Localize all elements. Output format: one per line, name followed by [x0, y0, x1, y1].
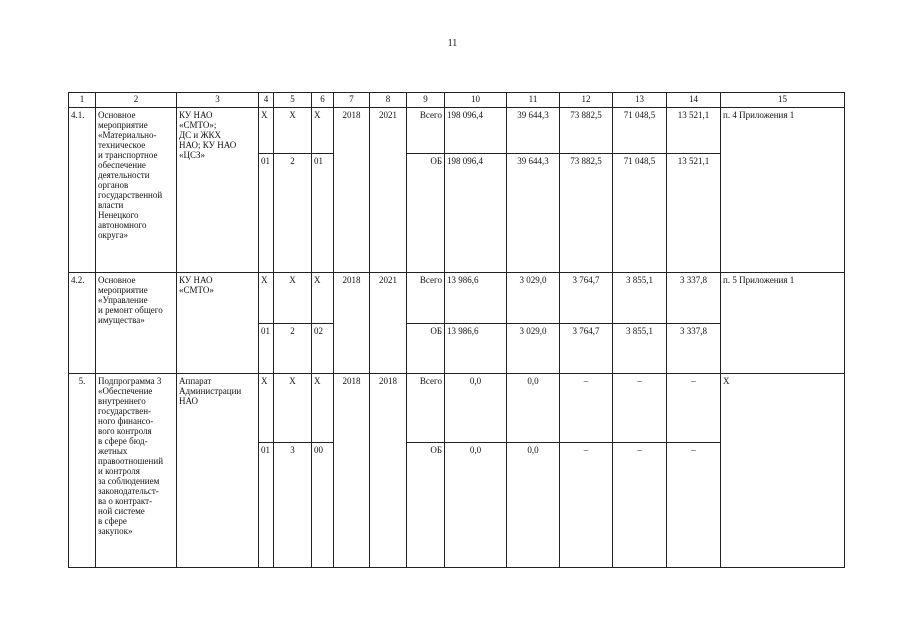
amount-year: 73 882,5 — [560, 154, 613, 273]
activity-name: Основное мероприятие «Материально- техническое и транспортное обеспечение деятельности органов государственной власти Ненецкого автономного округа» — [96, 108, 177, 273]
header-cell: 3 — [177, 93, 259, 108]
header-cell: 1 — [69, 93, 96, 108]
amount-year: 3 029,0 — [507, 324, 560, 374]
amount-year: 3 855,1 — [613, 324, 667, 374]
code-cell: Х — [312, 374, 334, 443]
header-row — [69, 93, 845, 108]
code-cell: Х — [312, 108, 334, 154]
program-table — [68, 92, 845, 568]
executor: КУ НАО «СМТО»; ДС и ЖКХ НАО; КУ НАО «ЦСЗ» — [177, 108, 259, 273]
code-cell: Х — [259, 273, 274, 324]
header-cell: 5 — [274, 93, 312, 108]
row-number: 5. — [69, 374, 96, 568]
code-cell: 00 — [312, 443, 334, 568]
header-cell: 2 — [96, 93, 177, 108]
code-cell: 01 — [259, 154, 274, 273]
header-cell: 14 — [667, 93, 721, 108]
header-cell: 6 — [312, 93, 334, 108]
end-year: 2021 — [370, 273, 407, 374]
amount-year: 13 521,1 — [667, 154, 721, 273]
row-number: 4.2. — [69, 273, 96, 374]
amount-year: 0,0 — [507, 443, 560, 568]
start-year: 2018 — [334, 273, 370, 374]
header-cell: 7 — [334, 93, 370, 108]
amount-total: 13 986,6 — [445, 273, 507, 324]
reference: п. 4 Приложения 1 — [721, 108, 845, 273]
amount-year: 3 764,7 — [560, 324, 613, 374]
amount-total: 13 986,6 — [445, 324, 507, 374]
amount-year: 71 048,5 — [613, 108, 667, 154]
amount-year: – — [613, 443, 667, 568]
executor: Аппарат Администрации НАО — [177, 374, 259, 568]
funding-source: Всего — [407, 273, 445, 324]
code-cell: 02 — [312, 324, 334, 374]
page-number: 11 — [447, 38, 458, 49]
code-cell: Х — [274, 374, 312, 443]
header-cell: 10 — [445, 93, 507, 108]
table-row — [69, 273, 845, 324]
header-cell: 11 — [507, 93, 560, 108]
amount-year: 73 882,5 — [560, 108, 613, 154]
reference: п. 5 Приложения 1 — [721, 273, 845, 374]
table-row — [69, 108, 845, 154]
amount-year: 3 337,8 — [667, 324, 721, 374]
reference: Х — [721, 374, 845, 568]
table-row — [69, 374, 845, 443]
amount-year: 3 855,1 — [613, 273, 667, 324]
funding-source: ОБ — [407, 443, 445, 568]
amount-total: 198 096,4 — [445, 108, 507, 154]
header-cell: 15 — [721, 93, 845, 108]
code-cell: 01 — [259, 443, 274, 568]
amount-year: 71 048,5 — [613, 154, 667, 273]
code-cell: Х — [274, 108, 312, 154]
amount-year: 3 029,0 — [507, 273, 560, 324]
amount-year: – — [667, 374, 721, 443]
amount-year: 3 337,8 — [667, 273, 721, 324]
row-number: 4.1. — [69, 108, 96, 273]
funding-source: Всего — [407, 374, 445, 443]
amount-year: 0,0 — [507, 374, 560, 443]
amount-year: 39 644,3 — [507, 154, 560, 273]
amount-year: 39 644,3 — [507, 108, 560, 154]
funding-source: Всего — [407, 108, 445, 154]
amount-year: – — [613, 374, 667, 443]
header-cell: 9 — [407, 93, 445, 108]
activity-name: Подпрограмма 3 «Обеспечение внутреннего государствен- ного финансо- вого контроля в сфере бюд- жетных правоотношений и контроля за соблюдением законодательст- ва о контракт- ной системе в сфере закупок» — [96, 374, 177, 568]
header-cell: 8 — [370, 93, 407, 108]
code-cell: Х — [312, 273, 334, 324]
header-cell: 13 — [613, 93, 667, 108]
code-cell: 01 — [259, 324, 274, 374]
amount-total: 198 096,4 — [445, 154, 507, 273]
code-cell: Х — [259, 108, 274, 154]
amount-year: 3 764,7 — [560, 273, 613, 324]
amount-year: – — [667, 443, 721, 568]
amount-year: – — [560, 374, 613, 443]
end-year: 2021 — [370, 108, 407, 273]
activity-name: Основное мероприятие «Управление и ремонт общего имущества» — [96, 273, 177, 374]
header-cell: 4 — [259, 93, 274, 108]
code-cell: 2 — [274, 324, 312, 374]
end-year: 2018 — [370, 374, 407, 568]
funding-source: ОБ — [407, 324, 445, 374]
code-cell: Х — [274, 273, 312, 324]
amount-total: 0,0 — [445, 443, 507, 568]
start-year: 2018 — [334, 374, 370, 568]
code-cell: 01 — [312, 154, 334, 273]
amount-year: – — [560, 443, 613, 568]
code-cell: Х — [259, 374, 274, 443]
code-cell: 3 — [274, 443, 312, 568]
funding-source: ОБ — [407, 154, 445, 273]
executor: КУ НАО «СМТО» — [177, 273, 259, 374]
amount-year: 13 521,1 — [667, 108, 721, 154]
start-year: 2018 — [334, 108, 370, 273]
header-cell: 12 — [560, 93, 613, 108]
code-cell: 2 — [274, 154, 312, 273]
amount-total: 0,0 — [445, 374, 507, 443]
